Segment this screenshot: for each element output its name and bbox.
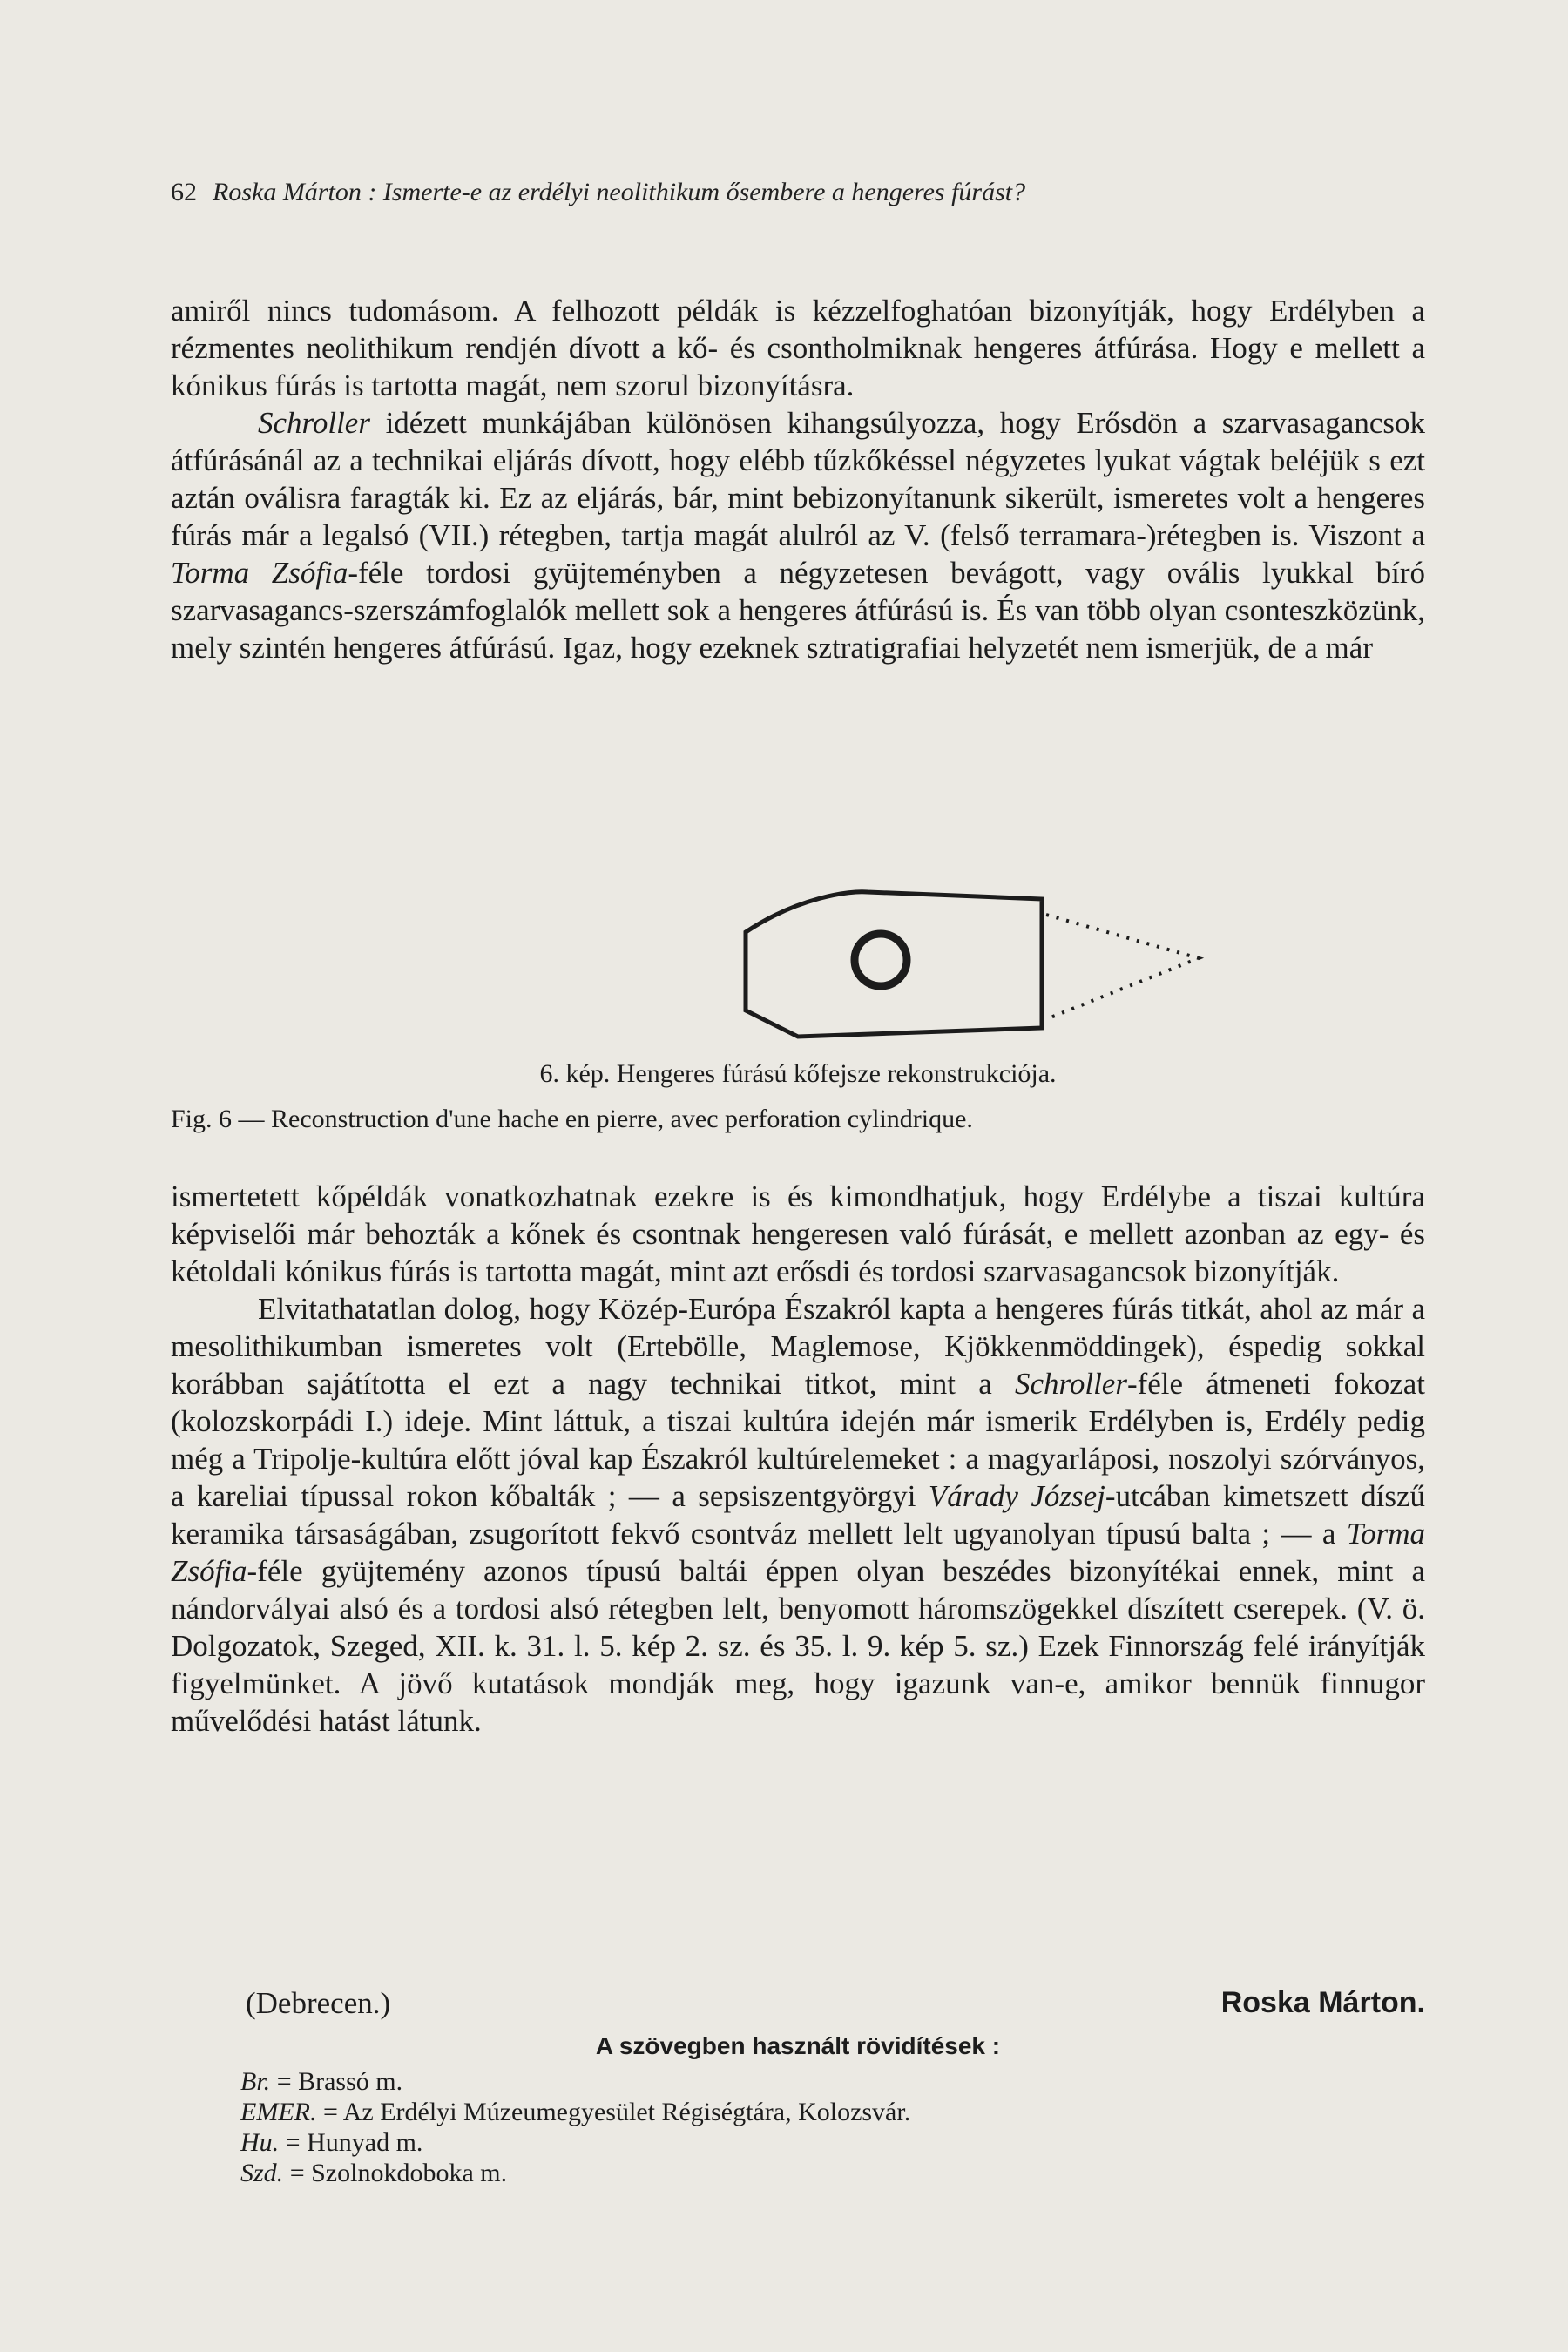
page-number: 62 [171, 178, 197, 206]
figure-caption-hu: 6. kép. Hengeres fúrású kőfejsze rekonstrukciója. [539, 1059, 1057, 1088]
signoff [246, 1986, 1425, 2021]
text-run: idézett munkájában különösen kihangsúlyozza, hogy Erősdön a szarvasagancsok átfúrásánál az a technikai eljárás dívott, hogy elébb tűzkőkéssel négyzetes lyukat vágtak beléjük s ezt aztán oválisra faragták ki. Ez az eljárás, bár, mint bebizonyítanunk sikerült, ismeretes volt a hengeres fúrás már a legalsó (VII.) rétegben, tartja magát alulról az V. (felső terramara-)rétegben is. Viszont a [171, 406, 1425, 552]
abbreviation-key: EMER. [240, 2098, 317, 2126]
abbreviation-sep: = [285, 2128, 301, 2157]
paragraph-4 [171, 1290, 1425, 1740]
abbreviation-key: Szd. [240, 2159, 284, 2187]
text-run: Elvitathatatlan dolog, hogy Közép-Európa Északról kapta a hengeres fúrás titkát, ahol az már a mesolithikumban ismeretes volt (Ertebölle, Maglemose, Kjökkenmöddingek), éspedig sokkal korábban sajátította el ezt a nagy technikai titkot, mint a [171, 1292, 1425, 1401]
text-run: -utcában kimetszett díszű keramika társaságában, zsugorított fekvő csontváz mellett lelt ugyanolyan típusú balta ; — a [171, 1479, 1425, 1551]
text-block-lower [171, 1178, 1425, 1740]
abbreviation-key: Hu. [240, 2128, 280, 2157]
abbreviation-value: Hunyad m. [307, 2128, 423, 2157]
abbreviations-list [240, 2066, 1425, 2188]
axe-outline [746, 892, 1042, 1037]
abbreviation-key: Br. [240, 2067, 271, 2096]
abbreviation-value: Szolnokdoboka m. [311, 2159, 508, 2187]
axe-reconstruction-figure [571, 880, 1233, 1063]
abbreviation-row [240, 2158, 1425, 2188]
abbreviation-row [240, 2127, 1425, 2158]
text-run: -féle tordosi gyüjteményben a négyzetesen bevágott, vagy ovális lyukkal bíró szarvasagancs-szerszámfoglalók mellett sok a hengeres átfúrású is. És van több olyan csonteszközünk, mely szintén hengeres átfúrású. Igaz, hogy ezeknek sztratigrafiai helyzetét nem ismerjük, de a már [171, 556, 1425, 665]
person-name: Schroller [1014, 1367, 1127, 1401]
running-header [171, 178, 1425, 207]
text-block-upper [171, 292, 1425, 666]
abbreviation-row [240, 2066, 1425, 2097]
abbreviation-sep: = [322, 2098, 338, 2126]
running-title: Roska Márton : Ismerte-e az erdélyi neolithikum ősembere a hengeres fúrást? [213, 178, 1026, 206]
text-run: -féle gyüjtemény azonos típusú baltái éppen olyan beszédes bizonyítékai ennek, mint a nándorvályai alsó és a tordosi alsó rétegben lelt, benyomott háromszögekkel díszített cserepek. (V. ö. Dolgozatok, Szeged, XII. k. 31. l. 5. kép 2. sz. és 35. l. 9. kép 5. sz.) Ezek Finnország felé irányítják figyelmünket. A jövő kutatások mondják meg, hogy igazunk van-e, amikor bennük finnugor művelődési hatást látunk. [171, 1554, 1425, 1738]
abbreviation-value: Brassó m. [298, 2067, 403, 2096]
abbreviation-value: Az Erdélyi Múzeumegyesület Régiségtára, Kolozsvár. [342, 2098, 911, 2126]
abbreviations-title: A szövegben használt rövidítések : [595, 2032, 1001, 2059]
text-run: -féle átmeneti fokozat (kolozskorpádi I.) ideje. Mint láttuk, a tiszai kultúra idején már ismerik Erdélyben is, Erdély pedig még a Tripolje-kultúra előtt jóval kap Északról kultúrelemeket : a magyarláposi, noszolyi szórványos, a kareliai típussal rokon kőbalták ; — a sepsiszentgyörgyi [171, 1367, 1425, 1513]
person-name: Torma Zsófia [171, 1517, 1425, 1588]
person-name: Várady Józsej [928, 1479, 1105, 1513]
page [171, 0, 1425, 2352]
signoff-author: Roska Márton. [1220, 1986, 1425, 2019]
paragraph-2 [171, 404, 1425, 666]
paragraph-1: amiről nincs tudomásom. A felhozott példák is kézzelfoghatóan bizonyítják, hogy Erdélyben a rézmentes neolithikum rendjén dívott a kő- és csontholmiknak hengeres átfúrása. Hogy e mellett a kónikus fúrás is tartotta magát, nem szorul bizonyításra. [171, 294, 1425, 402]
signoff-place: (Debrecen.) [246, 1986, 391, 2020]
shaft-hole [855, 934, 907, 986]
blade-dotted-outline [1046, 915, 1199, 1019]
abbreviation-row [240, 2097, 1425, 2127]
person-name: Schroller [258, 406, 370, 440]
abbreviation-sep: = [289, 2159, 305, 2187]
paragraph-3: ismertetett kőpéldák vonatkozhatnak ezekre is és kimondhatjuk, hogy Erdélybe a tiszai kultúra képviselői már behozták a kőnek és csontnak hengeresen való fúrását, e mellett azonban az egy- és kétoldali kónikus fúrás is tartotta magát, mint azt erősdi és tordosi szarvasagancsok bizonyítják. [171, 1179, 1425, 1288]
figure-caption-fr: Fig. 6 — Reconstruction d'une hache en pierre, avec perforation cylindrique. [171, 1105, 973, 1133]
person-name: Torma Zsófia [171, 556, 348, 590]
abbreviation-sep: = [276, 2067, 292, 2096]
